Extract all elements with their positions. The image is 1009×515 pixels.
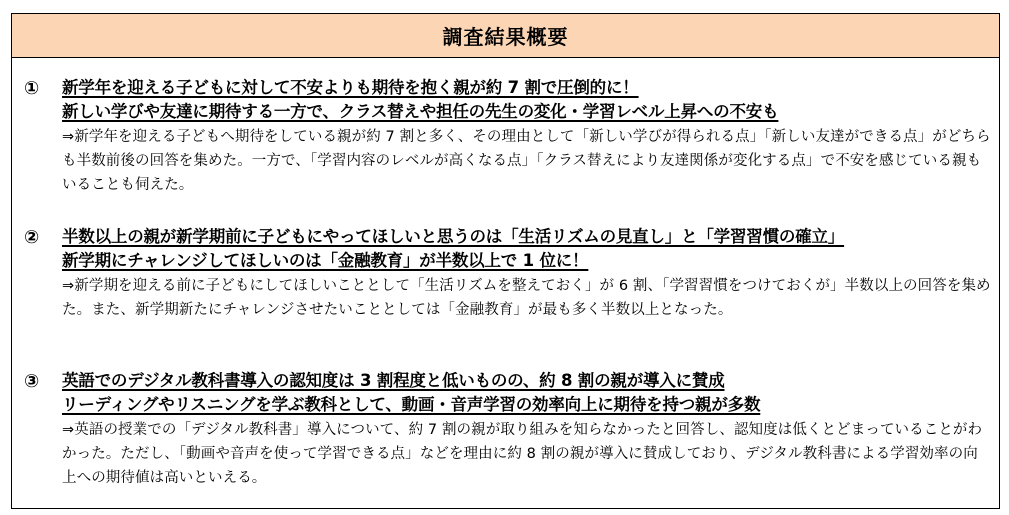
finding-number: ② [24,227,40,248]
finding-heading-line2: 新しい学びや友達に期待する一方で、クラス替えや担任の先生の変化・学習レベル上昇への不安も [62,102,779,121]
finding-heading-line2: リーディングやリスニングを学ぶ教科として、動画・音声学習の効率向上に期待を持つ親が多数 [62,395,761,414]
finding-body: ⇒新学年を迎える子どもへ期待をしている親が約 7 割と多く、その理由として「新しい学びが得られる点」「新しい友達ができる点」がどちらも半数前後の回答を集めた。一方で、「学習内容のレベルが高くなる点」「クラス替えにより友達関係が変化する点」で不安を感じている親もいることも伺えた。 [62,129,991,193]
finding-heading-line1: 英語でのデジタル教科書導入の認知度は 3 割程度と低いものの、約 8 割の親が導入に賛成 [62,371,725,390]
finding-body: ⇒新学期を迎える前に子どもにしてほしいこととして「生活リズムを整えておく」が 6 割、「学習習慣をつけておくが」半数以上の回答を集めた。また、新学期新たにチャレンジさせたいこととしては「金融教育」が最も多く半数以上となった。 [62,278,991,318]
finding-heading-line1: 半数以上の親が新学期前に子どもにやってほしいと思うのは「生活リズムの見直し」と「学習習慣の確立」 [62,227,845,246]
page-title: 調査結果概要 [442,25,569,49]
summary-header [12,14,999,58]
finding-heading-line2: 新学期にチャレンジしてほしいのは「金融教育」が半数以上で 1 位に！ [62,251,589,270]
finding-number: ① [24,78,40,99]
finding-body: ⇒英語の授業での「デジタル教科書」導入について、約 7 割の親が取り組みを知らなかったと回答し、認知度は低くとどまっていることがわかった。ただし、「動画や音声を使って学習できる点」などを理由に約 8 割の親が導入に賛成しており、デジタル教科書による学習効率の向上への期待値は高いといえる。 [62,422,983,486]
finding-number: ③ [24,371,40,392]
finding-heading-line1: 新学年を迎える子どもに対して不安よりも期待を抱く親が約 7 割で圧倒的に！ [62,78,639,97]
summary-box [11,13,1000,509]
